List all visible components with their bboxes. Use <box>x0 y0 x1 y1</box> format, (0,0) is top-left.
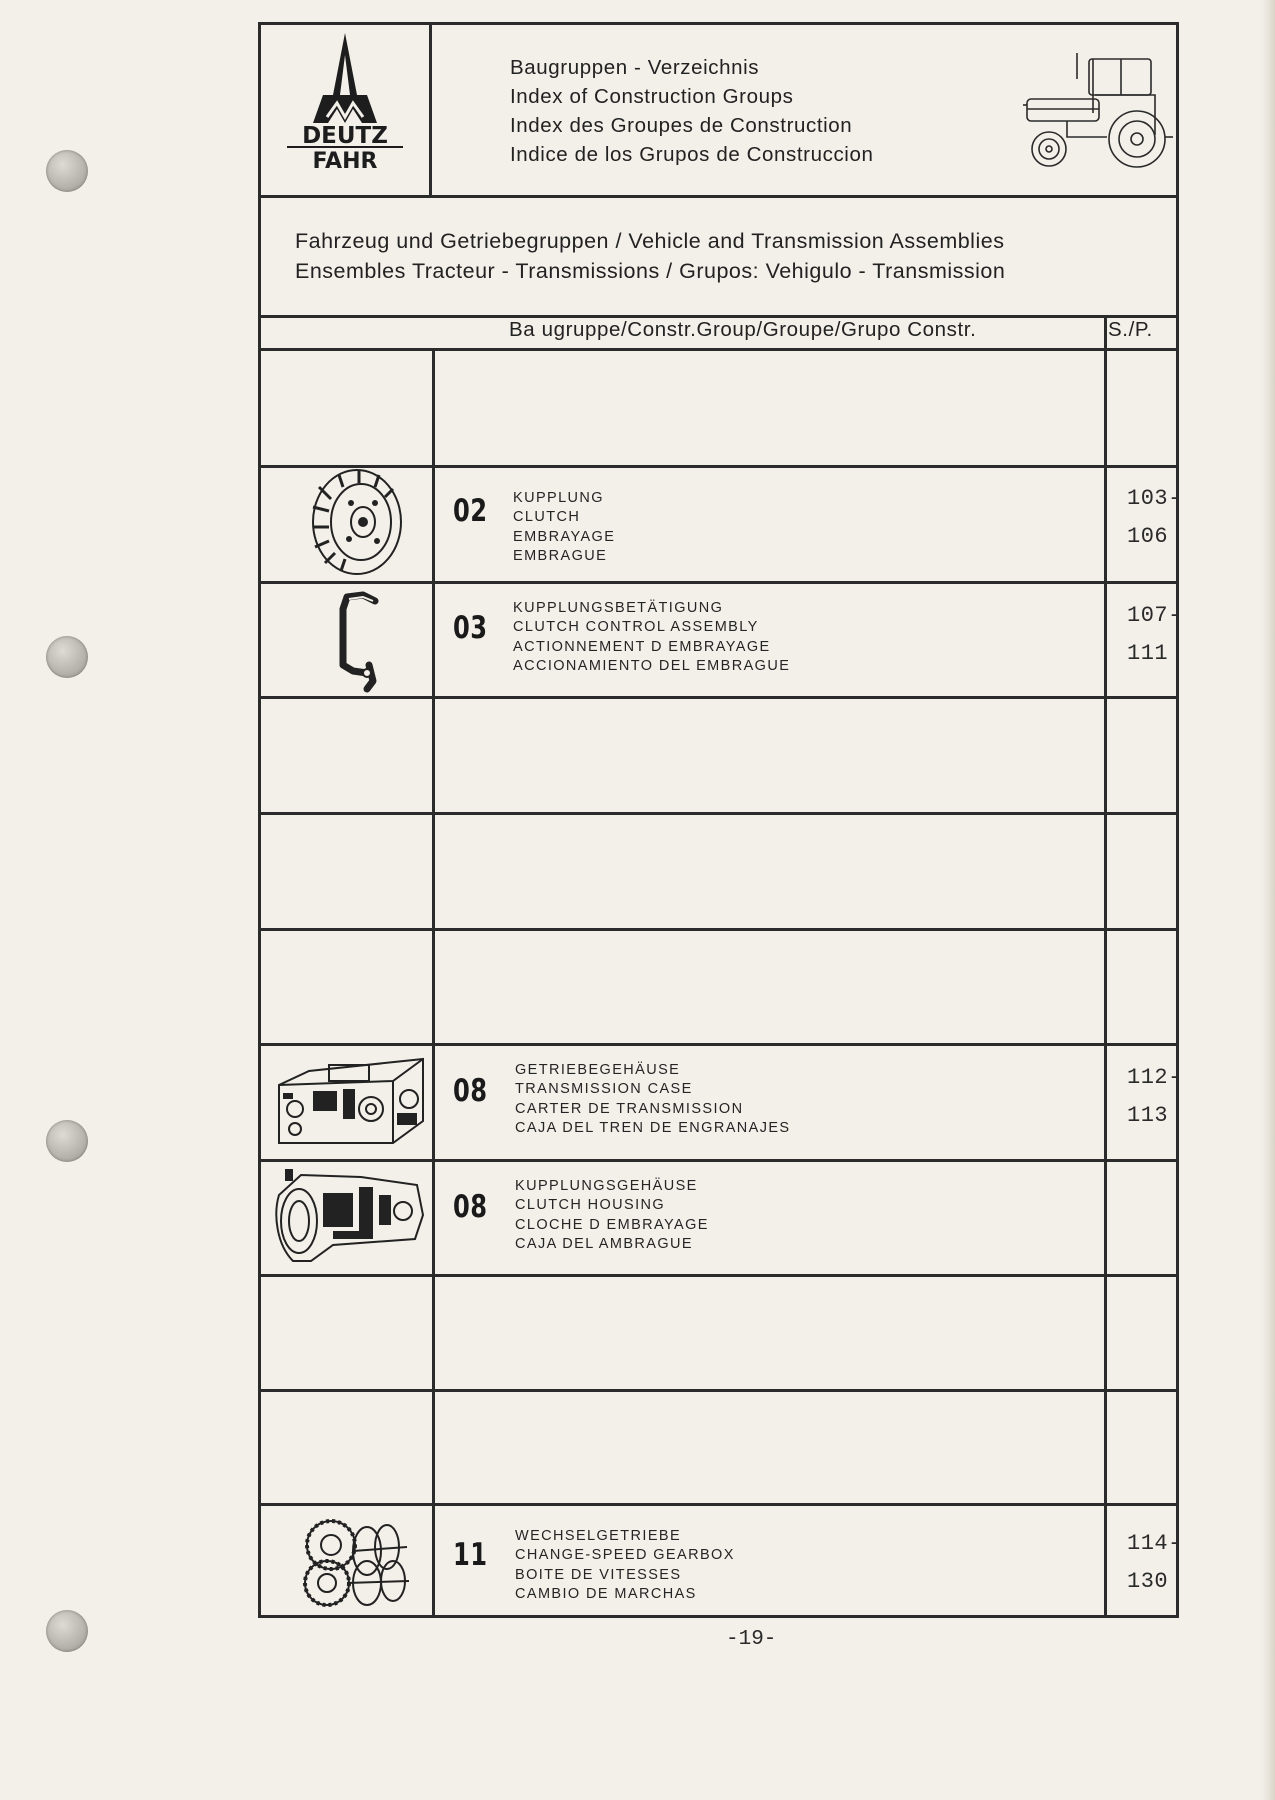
desc-fr: EMBRAYAGE <box>513 528 616 545</box>
subtitle-line-1: Fahrzeug und Getriebegruppen / Vehicle and Transmission Assemblies <box>295 229 1005 253</box>
group-column-header: Ba ugruppe/Constr.Group/Groupe/Grupo Constr. <box>509 318 977 341</box>
group-description <box>513 599 790 676</box>
tractor-icon <box>1023 53 1173 171</box>
desc-de: KUPPLUNGSGEHÄUSE <box>515 1178 698 1194</box>
gearbox-icon <box>297 1511 417 1611</box>
row-divider <box>261 928 1176 931</box>
desc-de: WECHSELGETRIEBE <box>515 1528 682 1544</box>
group-number: 08 <box>453 1189 488 1225</box>
svg-text:FAHR: FAHR <box>312 149 378 174</box>
clutch-icon <box>305 467 405 577</box>
row-divider <box>261 1159 1176 1162</box>
group-description <box>515 1177 709 1254</box>
group-number: 03 <box>453 610 488 646</box>
desc-de: KUPPLUNG <box>513 490 604 506</box>
deutz-fahr-logo <box>261 25 429 195</box>
punch-hole <box>46 1120 88 1162</box>
title-en: Index of Construction Groups <box>510 85 794 108</box>
svg-text:DEUTZ: DEUTZ <box>302 123 388 149</box>
index-frame <box>258 22 1182 1618</box>
desc-en: TRANSMISSION CASE <box>515 1081 693 1098</box>
group-description <box>513 489 615 566</box>
logo-cell <box>261 25 432 198</box>
column-divider <box>1104 351 1107 1615</box>
desc-es: ACCIONAMIENTO DEL EMBRAGUE <box>513 657 791 674</box>
transmission-case-icon <box>273 1051 429 1151</box>
subtitle-line-2: Ensembles Tracteur - Transmissions / Grupos: Vehigulo - Transmission <box>295 259 1006 283</box>
desc-en: CLUTCH <box>513 509 581 526</box>
desc-fr: BOITE DE VITESSES <box>515 1566 682 1583</box>
desc-es: CAJA DEL TREN DE ENGRANAJES <box>515 1119 791 1136</box>
rule <box>261 348 1176 351</box>
page-to: 106 <box>1127 524 1169 549</box>
row-divider <box>261 696 1176 699</box>
row-divider <box>261 1274 1176 1277</box>
row-divider <box>261 1043 1176 1046</box>
desc-es: EMBRAGUE <box>513 547 608 564</box>
desc-en: CLUTCH HOUSING <box>515 1197 666 1214</box>
header-titles <box>510 53 873 169</box>
column-divider <box>432 351 435 1615</box>
page-to: 130 <box>1127 1569 1169 1594</box>
desc-fr: CLOCHE D EMBRAYAGE <box>515 1216 709 1233</box>
group-number: 11 <box>453 1537 488 1573</box>
row-divider <box>261 1389 1176 1392</box>
title-de: Baugruppen - Verzeichnis <box>510 56 760 79</box>
desc-fr: ACTIONNEMENT D EMBRAYAGE <box>513 638 771 655</box>
group-description <box>515 1527 735 1604</box>
desc-fr: CARTER DE TRANSMISSION <box>515 1100 744 1117</box>
page-from: 103- <box>1127 486 1182 511</box>
title-es: Indice de los Grupos de Construccion <box>510 143 874 166</box>
punch-hole <box>46 150 88 192</box>
desc-en: CHANGE-SPEED GEARBOX <box>515 1547 735 1564</box>
page-column-header: S./P. <box>1108 318 1153 341</box>
page-to: 113 <box>1127 1103 1169 1128</box>
section-subtitle <box>295 226 1005 286</box>
column-divider <box>1104 315 1107 351</box>
rule <box>261 195 1176 198</box>
row-divider <box>261 812 1176 815</box>
group-number: 02 <box>453 493 488 529</box>
page-from: 107- <box>1127 603 1182 628</box>
page-from: 114- <box>1127 1531 1182 1556</box>
clutch-lever-icon <box>319 585 399 695</box>
page-to: 111 <box>1127 641 1169 666</box>
desc-es: CAMBIO DE MARCHAS <box>515 1585 697 1602</box>
punch-hole <box>46 636 88 678</box>
title-fr: Index des Groupes de Construction <box>510 114 853 137</box>
group-description <box>515 1061 791 1138</box>
page-from: 112- <box>1127 1065 1182 1090</box>
desc-en: CLUTCH CONTROL ASSEMBLY <box>513 619 759 636</box>
page-number: -19- <box>726 1628 777 1651</box>
row-divider <box>261 1503 1176 1506</box>
desc-de: KUPPLUNGSBETÄTIGUNG <box>513 600 724 616</box>
page-edge <box>1261 0 1275 1800</box>
clutch-housing-icon <box>271 1165 429 1269</box>
group-number: 08 <box>453 1073 488 1109</box>
desc-de: GETRIEBEGEHÄUSE <box>515 1062 681 1078</box>
punch-hole <box>46 1610 88 1652</box>
desc-es: CAJA DEL AMBRAGUE <box>515 1235 693 1252</box>
row-divider <box>261 581 1176 584</box>
